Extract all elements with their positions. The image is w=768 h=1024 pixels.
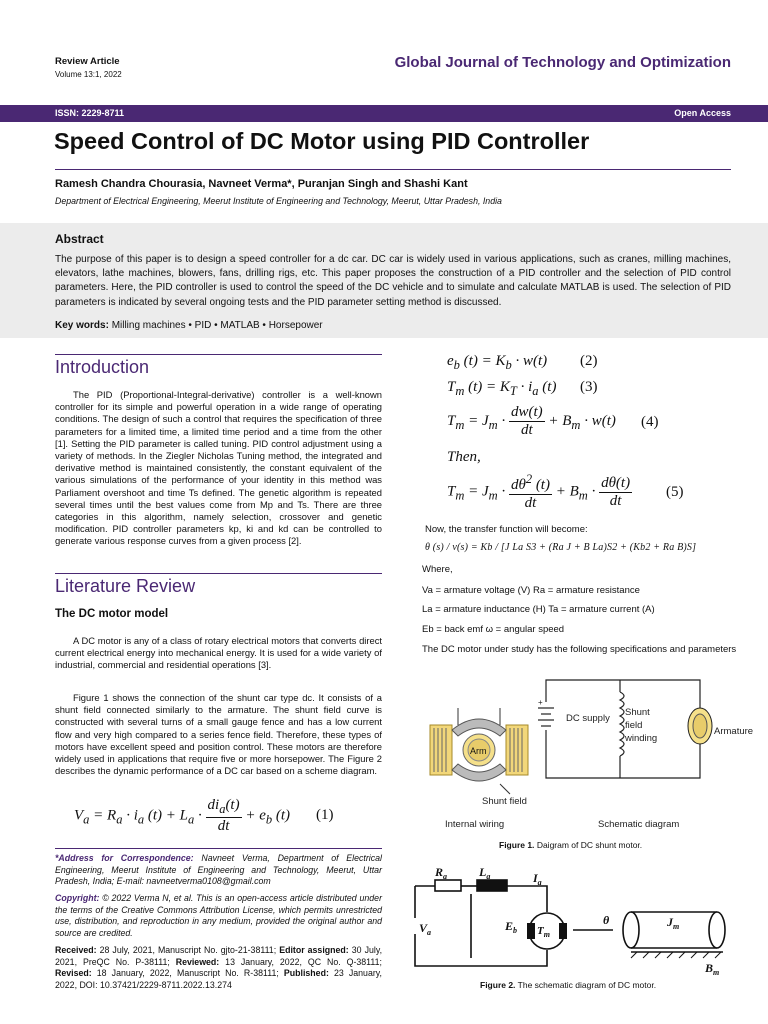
jm-label: $J_m$ (667, 915, 680, 931)
equation-2-number: (2) (580, 353, 598, 369)
figure-2-caption (480, 980, 656, 990)
editor-date: 30 July, 2021, PreQC No. P-38111; (55, 945, 383, 967)
internal-wiring-label: Internal wiring (445, 819, 505, 830)
footer-rule (55, 848, 382, 849)
transfer-function: θ (s) / v(s) = Kb / [J La S3 + (Ra J + B La)S2 + (Kb2 + Ra B)S] (425, 542, 697, 553)
figure-2-diagram (405, 862, 740, 977)
dc-supply-label: DC supply (566, 713, 610, 724)
intro-rule (55, 354, 382, 355)
def-line-3: Eb = back emf ω = angular speed (422, 624, 565, 635)
received-label: Received: (55, 945, 97, 955)
def-line-2: La = armature inductance (H) Ta = armature current (A) (422, 604, 655, 615)
armature-label: Armature (714, 726, 754, 737)
title-rule (55, 169, 731, 170)
revised-date: 18 January, 2022, Manuscript No. R-38111; (96, 968, 279, 978)
reviewed-label: Reviewed: (175, 956, 220, 967)
article-type: Review Article (55, 56, 120, 67)
intro-heading: Introduction (55, 357, 150, 377)
equation-3: $T_m$ $(t) = K_T \cdot i_a$ (t) (447, 379, 557, 398)
equation-1: $V_a = R_a \cdot i_a$ $(t) + L_a$ · $\frac{di_a(t)}{dt}$ + $e_b$ (t) (74, 797, 291, 834)
open-access[interactable]: Open Access (674, 108, 731, 118)
figure-1-caption-label: Figure 1. (499, 840, 535, 850)
equation-2: $e_b$ $(t) = K_b \cdot w(t)$ (447, 353, 548, 372)
keywords (55, 320, 323, 331)
equation-5: $T_m = J_m$ · $\frac{d\theta^2 (t)}{dt}$ + $B_m$ · $\frac{d\theta(t)}{dt}$ (447, 472, 631, 511)
lit-para-1: A DC motor is any of a class of rotary electrical motors that converts direct current electrical energy into mechanical energy. It is used for a wide variety of industrial, commercial and residential operations [3]. (55, 635, 382, 671)
shunt-winding-label: Shunt field winding (625, 707, 658, 744)
intro-text: The PID (Proportional-Integral-derivative) controller is a well-known controller for its simple and powerful operation in a wide range of operating conditions. The design of such a control that requires the specification of three parameters for a limited time, a limited time period and a time from the other [1]. Setting the PID parameter is called tuning. PID control adjustment using a variety of methods. In the Ziegler Nicholas Tuning method, the integrated and derivative method is maintained consistently, the constant equivalent of the various simulations of the performance of your identity in this method was Parliament overshoot and time Ts defined. The genetic algorithm is repeated several times until the best values come from Mp and Ts. There are three categories in this algorithm, namely selection, crossover and genetic modification. PID controller parameters kp, ki and kd can be controlled to generate various response curves from a given process [2]. (55, 389, 382, 547)
armature-core (693, 714, 707, 738)
copyright (55, 893, 382, 939)
figure-1-caption (499, 840, 642, 850)
figure-2-caption-text: The schematic diagram of DC motor. (517, 980, 657, 990)
reviewed-date: 13 January, 2022, QC No. Q-38111; (225, 956, 382, 967)
dc-motor-subheading: The DC motor model (55, 608, 169, 620)
revised-label: Revised: (55, 968, 92, 978)
def-line-1: Va = armature voltage (V) Ra = armature resistance (422, 585, 640, 596)
then-label: Then, (447, 449, 481, 465)
equation-4: $T_m = J_m$ · $\frac{dw(t)}{dt}$ + $B_m \cdot w(t)$ (447, 404, 616, 438)
figure-1-caption-text: Daigram of DC shunt motor. (536, 840, 643, 850)
spec-line: The DC motor under study has the following specifications and parameters (422, 644, 737, 655)
issn-bar (0, 105, 768, 122)
authors: Ramesh Chandra Chourasia, Navneet Verma*, Puranjan Singh and Shashi Kant (55, 178, 468, 190)
equation-5-number: (5) (666, 484, 684, 500)
lit-rule (55, 573, 382, 574)
correspondence-text: Navneet Verma, Department of Electrical Engineering, Meerut Institute of Engineering and Technology, Meerut, Uttar Pradesh, India; E-mail: navneetverma0108@gmail.com (55, 853, 382, 886)
keywords-list: Milling machines • PID • MATLAB • Horsepower (111, 320, 323, 331)
equation-4-number: (4) (641, 414, 659, 430)
tm-label: $T_m$ (537, 925, 550, 939)
received-date: 28 July, 2021, Manuscript No. gjto-21-38111; (99, 945, 277, 955)
abstract-text: The purpose of this paper is to design a speed controller for a dc car. DC car is widely used in various applications, such as cranes, milling machines, elevators, lathe machines, blowers, fans, drilling rigs, etc. This paper proposes the construction of a PID controller and the selection of PID control parameters. Here, the PID controller is used to control the speed of the DC vehicle and to simulate and calculate MATLAB is used. The selection of PID parameters is indicated by several ongoing tests and the PID parameter setting method is discussed. (55, 254, 731, 308)
copyright-text: © 2022 Verma N, et al. This is an open-access article distributed under the terms of the Creative Commons Attribution License, which permits unrestricted use, distribution, and reproduction in any medium, provided the original author and source are credited. (55, 893, 382, 938)
equation-3-number: (3) (580, 379, 598, 395)
ia-label: $I_a$ (533, 871, 542, 887)
va-label: $V_a$ (419, 921, 432, 937)
eb-label: $E_b$ (505, 919, 518, 935)
equation-1-number: (1) (316, 807, 334, 823)
shunt-field-label: Shunt field (482, 796, 527, 807)
volume-info: Volume 13:1, 2022 (55, 70, 122, 79)
issn: ISSN: 2229-8711 (55, 108, 125, 118)
affiliation: Department of Electrical Engineering, Meerut Institute of Engineering and Technology, Meerut, Uttar Pradesh, India (55, 196, 502, 206)
published-date: 23 January, 2022, DOI: 10.37421/2229-8711.2022.13.274 (55, 968, 382, 990)
theta-label: θ (603, 913, 610, 927)
dates (55, 945, 382, 991)
editor-label: Editor assigned: (279, 945, 349, 955)
correspondence-label: *Address for Correspondence: (55, 853, 194, 863)
transfer-intro: Now, the transfer function will become: (425, 524, 588, 535)
correspondence (55, 853, 382, 888)
figure-1-diagram (420, 668, 754, 833)
keywords-label: Key words: (55, 320, 109, 331)
la-label: $L_a$ (479, 865, 491, 881)
published-label: Published: (283, 968, 329, 978)
plus-sign: + (538, 698, 543, 707)
schematic-label: Schematic diagram (598, 819, 680, 830)
lit-heading: Literature Review (55, 576, 196, 596)
paper-title: Speed Control of DC Motor using PID Controller (54, 128, 590, 154)
ra-label: $R_a$ (435, 865, 448, 881)
lit-para-2: Figure 1 shows the connection of the shunt car type dc. It consists of a shunt field connected similarly to the armature. The shunt field curve is constructed with several turns of a small gauge fence and has a low current flow and very high compared to a series fence field. Therefore, these types of motors have excellent speed and position control. These motors are therefore widely used in applications that require five or more horsepower. The Figure 2 describes the dynamic performance of a DC car based on a scheme diagram. (55, 692, 382, 777)
abstract-heading: Abstract (55, 232, 104, 246)
journal-name: Global Journal of Technology and Optimization (394, 54, 731, 71)
arm-label: Arm (470, 746, 487, 756)
bm-label: $B_m$ (705, 961, 720, 977)
schematic-image (538, 680, 700, 778)
figure-2-caption-label: Figure 2. (480, 980, 516, 990)
where-label: Where, (422, 564, 453, 575)
copyright-label: Copyright: (55, 893, 100, 903)
